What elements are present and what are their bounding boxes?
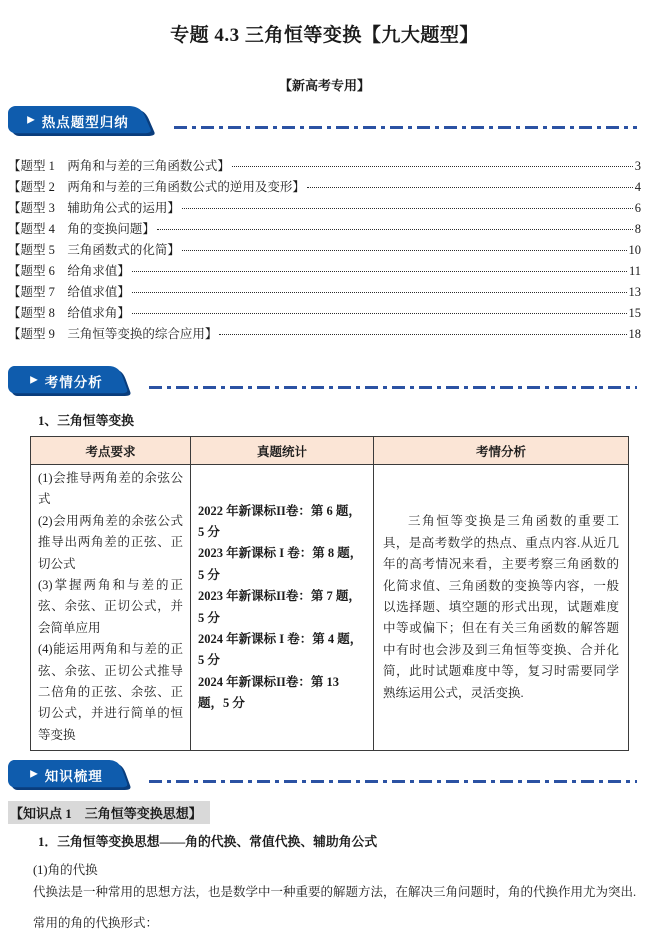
toc (8, 156, 641, 345)
exam-stat-item: 2023 年新课标II卷：第 7 题，5 分 (198, 589, 361, 625)
page-title: 专题 4.3 三角恒等变换【九大题型】 (170, 25, 479, 46)
toc-item-label: 【题型 5 三角函数式的化简】 (8, 243, 180, 257)
section-header-hot-topics (8, 106, 641, 136)
dotted-leader (232, 166, 633, 167)
exam-stats-cell (191, 465, 374, 751)
toc-item-label: 【题型 9 三角恒等变换的综合应用】 (8, 327, 218, 341)
analysis-text-cell (374, 465, 629, 751)
column-header-analysis: 考情分析 (374, 437, 629, 465)
toc-item[interactable] (8, 177, 641, 198)
hot-topics-banner-label (8, 107, 148, 134)
section-header-exam-analysis (8, 366, 641, 396)
page-subtitle: 【新高考专用】 (278, 78, 370, 93)
analysis-paragraph: 三角恒等变换是三角函数的重要工具，是高考数学的热点、重点内容.从近几年的高考情况来看，主要考察三角函数的化简求值、三角函数的变换等内容，一般以选择题、填空题的形式出现，试题难度中等或偏下；但在有关三角函数的解答题中有时也会涉及到三角恒等变换、合并化简，此时试题难度中等，复习时需要同学熟练运用公式，灵活变换. (383, 514, 619, 700)
knowledge-item-label: (1)角的代换 (33, 863, 98, 878)
banner-text: 考情分析 (44, 374, 103, 390)
knowledge-paragraph: 代换法是一种常用的思想方法，也是数学中一种重要的解题方法，在解决三角问题时，角的代换作用尤为突出. (33, 885, 637, 900)
table-body-row (31, 465, 629, 751)
analysis-subsection-title: 1、三角恒等变换 (38, 414, 134, 428)
exam-stat-item: 2022 年新课标II卷：第 6 题，5 分 (198, 503, 361, 540)
requirement-item: (2)会用两角差的余弦公式推导出两角差的正弦、正切公式 (38, 513, 183, 571)
requirement-item: (3)掌握两角和与差的正弦、余弦、正切公式，并会简单应用 (38, 578, 183, 635)
toc-page-number: 10 (628, 243, 641, 257)
dotted-leader (132, 292, 627, 293)
exam-stat-item: 2023 年新课标 I 卷：第 8 题，5 分 (198, 546, 363, 582)
dotted-leader (157, 229, 633, 230)
toc-item[interactable] (8, 282, 641, 303)
exam-analysis-banner-label (8, 367, 125, 394)
toc-item-label: 【题型 2 两角和与差的三角函数公式的逆用及变形】 (8, 180, 305, 194)
dotted-leader (219, 334, 626, 335)
exam-stat-item: 2024 年新课标 I 卷：第 4 题，5 分 (198, 632, 363, 668)
column-header-exam-stats: 真题统计 (191, 437, 374, 465)
banner-text: 知识梳理 (44, 768, 103, 784)
dotted-leader (182, 208, 633, 209)
play-icon: ▶ (27, 114, 35, 126)
toc-item[interactable] (8, 219, 641, 240)
dotted-leader (182, 250, 627, 251)
column-header-requirements: 考点要求 (31, 437, 191, 465)
exam-stat-item: 2024 年新课标II卷：第 13 题，5 分 (198, 674, 339, 711)
dash-dot-divider (174, 126, 637, 129)
toc-item[interactable] (8, 156, 641, 177)
dotted-leader (132, 313, 627, 314)
toc-item[interactable] (8, 303, 641, 324)
toc-page-number: 18 (628, 327, 641, 341)
toc-item-label: 【题型 7 给值求值】 (8, 285, 130, 299)
banner-text: 热点题型归纳 (41, 114, 129, 130)
play-icon: ▶ (30, 374, 38, 386)
requirements-cell (31, 465, 191, 751)
exam-analysis-table (30, 436, 629, 751)
toc-item[interactable] (8, 324, 641, 345)
dash-dot-divider (149, 386, 637, 389)
toc-page-number: 6 (634, 201, 641, 215)
toc-item[interactable] (8, 198, 641, 219)
knowledge-point-heading-row (8, 801, 641, 824)
dotted-leader (307, 187, 633, 188)
dash-dot-divider (149, 780, 637, 783)
toc-item-label: 【题型 8 给值求角】 (8, 306, 130, 320)
toc-item[interactable] (8, 261, 641, 282)
toc-page-number: 13 (628, 285, 641, 299)
toc-page-number: 8 (634, 222, 641, 236)
play-icon: ▶ (30, 768, 38, 780)
dotted-leader (132, 271, 627, 272)
knowledge-point-heading: 【知识点 1 三角恒等变换思想】 (8, 801, 210, 824)
knowledge-banner (8, 760, 135, 790)
requirement-item: (4)能运用两角和与差的正弦、余弦、正切公式推导二倍角的正弦、余弦、正切公式，并进行简单的恒等变换 (38, 642, 183, 742)
section-header-knowledge (8, 760, 641, 790)
toc-page-number: 11 (628, 264, 641, 278)
toc-item[interactable] (8, 240, 641, 261)
toc-item-label: 【题型 4 角的变换问题】 (8, 222, 155, 236)
knowledge-sub-heading: 1．三角恒等变换思想——角的代换、常值代换、辅助角公式 (38, 835, 378, 850)
toc-page-number: 15 (628, 306, 641, 320)
exam-analysis-banner (8, 366, 135, 396)
toc-item-label: 【题型 3 辅助角公式的运用】 (8, 201, 180, 215)
knowledge-banner-label (8, 761, 125, 788)
toc-item-label: 【题型 6 给角求值】 (8, 264, 130, 278)
requirement-item: (1)会推导两角差的余弦公式 (38, 471, 183, 507)
toc-item-label: 【题型 1 两角和与差的三角函数公式】 (8, 159, 230, 173)
hot-topics-banner (8, 106, 160, 136)
toc-page-number: 4 (634, 180, 641, 194)
table-header-row (31, 437, 629, 465)
knowledge-tail-line: 常用的角的代换形式： (33, 915, 159, 930)
toc-page-number: 3 (634, 159, 641, 173)
